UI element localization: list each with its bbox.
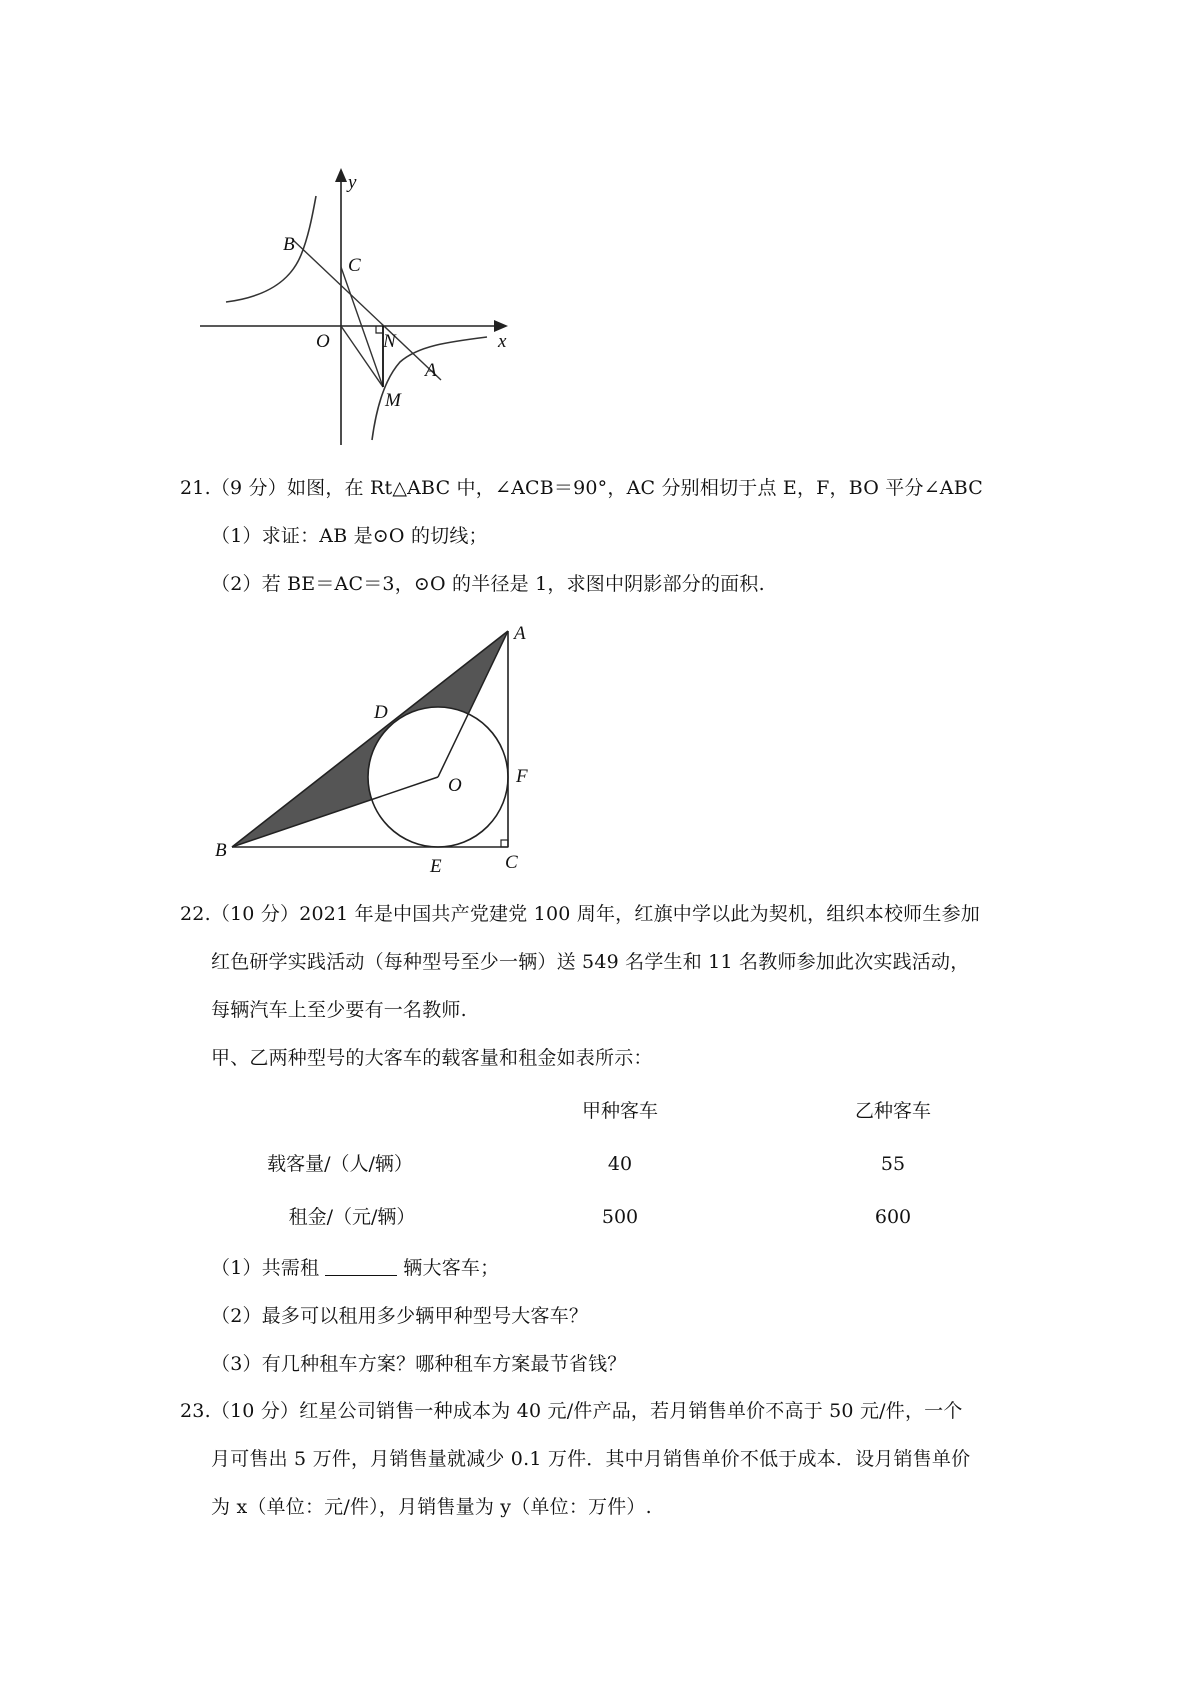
table-row-label: 载客量/（人/辆） [267, 1153, 413, 1175]
label-m: M [385, 390, 401, 411]
q22-line4: 甲、乙两种型号的大客车的载客量和租金如表所示： [211, 1047, 653, 1069]
table-header-type-a: 甲种客车 [581, 1100, 658, 1122]
label-a2: A [514, 623, 526, 644]
q22-part3: （3）有几种租车方案？哪种租车方案最节省钱？ [211, 1353, 627, 1375]
label-f: F [516, 766, 528, 787]
label-o: O [316, 331, 330, 352]
table-cell: 40 [607, 1153, 633, 1175]
q21-part2: （2）若 BE＝AC＝3，⊙O 的半径是 1，求图中阴影部分的面积. [211, 573, 765, 595]
label-o2: O [448, 775, 462, 796]
label-c: C [348, 255, 361, 276]
label-b: B [283, 234, 295, 255]
q22-line1: 22.（10 分）2021 年是中国共产党建党 100 周年，红旗中学以此为契机，组织本校师生参加 [180, 903, 980, 925]
q21-intro: 21.（9 分）如图，在 Rt△ABC 中，∠ACB＝90°，AC 分别相切于点 E，F，BO 平分∠ABC [180, 477, 983, 499]
label-n: N [383, 331, 396, 352]
q22-line3: 每辆汽车上至少要有一名教师. [211, 999, 467, 1021]
q22-part1-after: 辆大客车； [403, 1257, 500, 1279]
label-c2: C [505, 852, 518, 873]
label-b2: B [215, 840, 227, 861]
side-ab [232, 631, 508, 847]
q22-part2: （2）最多可以租用多少辆甲种型号大客车？ [211, 1305, 589, 1327]
q23-line1: 23.（10 分）红星公司销售一种成本为 40 元/件产品，若月销售单价不高于 50 元/件，一个 [180, 1400, 963, 1422]
q22-line2: 红色研学实践活动（每种型号至少一辆）送 549 名学生和 11 名教师参加此次实践活动， [211, 951, 970, 973]
table-cell: 55 [880, 1153, 906, 1175]
label-d: D [374, 702, 388, 723]
label-e: E [430, 856, 442, 877]
right-angle-mark-c [501, 840, 508, 847]
q22-part1 [211, 1254, 499, 1282]
table-cell: 600 [874, 1206, 912, 1228]
table-row-label: 租金/（元/辆） [288, 1206, 416, 1228]
q21-part1: （1）求证：AB 是⊙O 的切线； [211, 525, 488, 547]
q22-part1-before: （1）共需租 [211, 1257, 320, 1279]
q23-line2: 月可售出 5 万件，月销售量就减少 0.1 万件．其中月销售单价不低于成本．设月销售单价 [211, 1448, 971, 1470]
label-x: x [498, 331, 507, 352]
label-a: A [425, 360, 437, 381]
table-cell: 500 [601, 1206, 639, 1228]
q23-line3: 为 x（单位：元/件），月销售量为 y（单位：万件）. [211, 1496, 652, 1518]
answer-blank [325, 1255, 397, 1276]
table-header-type-b: 乙种客车 [854, 1100, 931, 1122]
label-y: y [348, 172, 357, 193]
